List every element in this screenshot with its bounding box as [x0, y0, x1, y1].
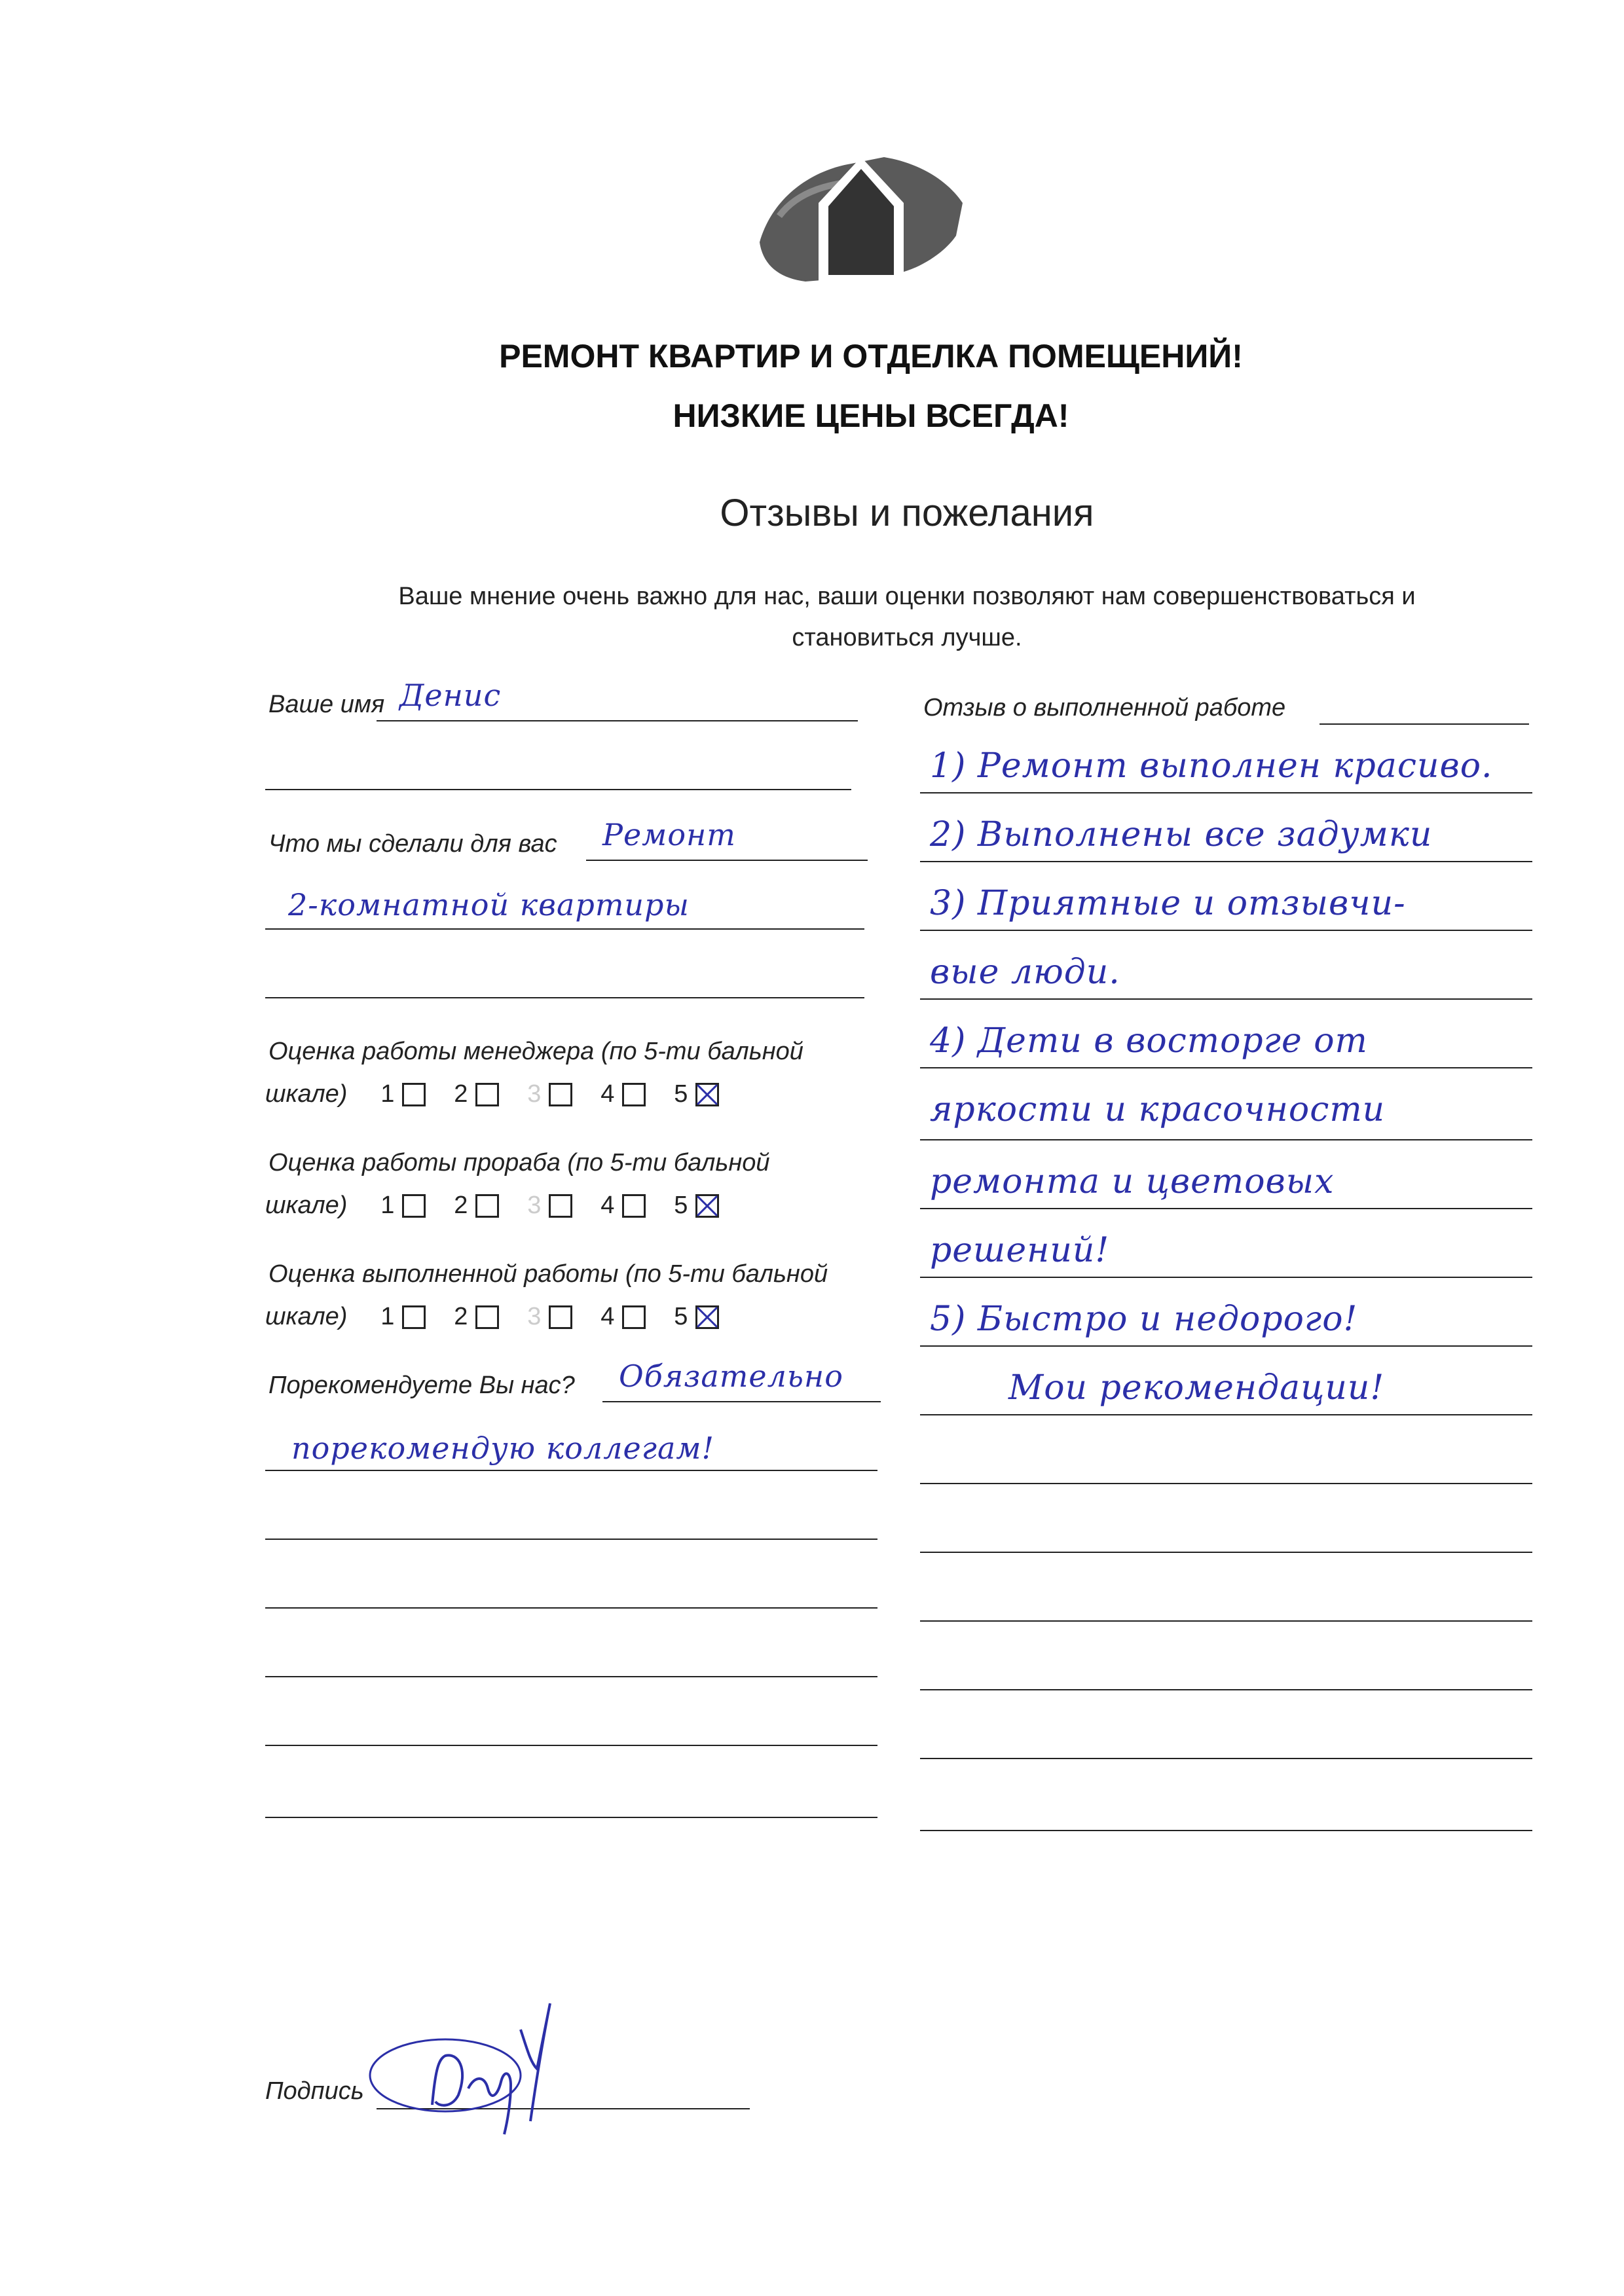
review-rule: [920, 861, 1532, 862]
rating-work-label: Оценка выполненной работы (по 5-ти бальной: [268, 1260, 828, 1288]
review-rule: [920, 792, 1532, 793]
rating-checkbox-5[interactable]: [695, 1083, 719, 1106]
blank-rule: [265, 1745, 877, 1746]
scale-number: 3: [527, 1192, 542, 1219]
name-field[interactable]: Денис: [399, 678, 502, 713]
blank-rule: [265, 1676, 877, 1677]
review-rule: [920, 1208, 1532, 1209]
rating-checkbox-4[interactable]: [622, 1305, 646, 1329]
blank-rule: [920, 1552, 1532, 1553]
rating-checkbox-3[interactable]: [549, 1305, 572, 1329]
scale-number: 5: [674, 1303, 688, 1330]
blank-rule: [265, 1539, 877, 1540]
blank-rule: [265, 1607, 877, 1609]
done-rule-3: [265, 997, 864, 998]
scale-number: 4: [600, 1192, 615, 1219]
header-line-2: НИЗКИЕ ЦЕНЫ ВСЕГДА!: [673, 397, 1069, 434]
blank-rule: [920, 1620, 1532, 1622]
recommend-label: Порекомендуете Вы нас?: [268, 1372, 575, 1399]
review-line-4[interactable]: вые люди.: [930, 953, 1120, 992]
rating-manager-scale: [265, 1080, 745, 1108]
signature-label: Подпись: [265, 2077, 364, 2105]
review-rule: [920, 1345, 1532, 1347]
blank-rule: [265, 789, 851, 790]
rating-checkbox-4[interactable]: [622, 1083, 646, 1106]
page-title: Отзывы и пожелания: [720, 492, 1094, 534]
done-label: Что мы сделали для вас: [268, 830, 557, 858]
scale-label: шкале): [265, 1080, 348, 1108]
scale-number: 1: [380, 1303, 395, 1330]
review-rule: [920, 1067, 1532, 1068]
done-field-2[interactable]: 2-комнатной квартиры: [288, 887, 690, 922]
blank-rule: [920, 1483, 1532, 1484]
scale-number: 1: [380, 1080, 395, 1108]
review-rule: [920, 1277, 1532, 1278]
blank-rule: [920, 1758, 1532, 1759]
review-line-3[interactable]: 3) Приятные и отзывчи-: [930, 884, 1406, 923]
scale-number: 4: [600, 1303, 615, 1330]
scale-number: 2: [454, 1303, 468, 1330]
review-rule: [1320, 723, 1529, 725]
rating-foreman-scale: [265, 1192, 745, 1220]
scale-label: шкале): [265, 1192, 348, 1219]
review-label: Отзыв о выполненной работе: [923, 694, 1286, 721]
scale-number: 2: [454, 1080, 468, 1108]
review-line-2[interactable]: 2) Выполнены все задумки: [930, 815, 1433, 854]
rating-checkbox-1[interactable]: [402, 1194, 426, 1218]
rating-manager-label: Оценка работы менеджера (по 5-ти бальной: [268, 1038, 803, 1065]
review-rule: [920, 998, 1532, 1000]
blank-rule: [265, 1817, 877, 1818]
review-line-1[interactable]: 1) Ремонт выполнен красиво.: [930, 746, 1493, 786]
scale-number: 3: [527, 1303, 542, 1330]
review-line-7[interactable]: ремонта и цветовых: [930, 1162, 1335, 1201]
intro-line-2: становиться лучше.: [792, 624, 1022, 651]
done-rule-2: [265, 928, 864, 930]
scale-number: 4: [600, 1080, 615, 1108]
review-line-5[interactable]: 4) Дети в восторге от: [930, 1021, 1368, 1061]
recommend-rule: [602, 1401, 881, 1402]
rating-work-scale: [265, 1303, 745, 1331]
rating-checkbox-3[interactable]: [549, 1194, 572, 1218]
rating-checkbox-5[interactable]: [695, 1305, 719, 1329]
review-rule: [920, 1139, 1532, 1140]
rating-checkbox-1[interactable]: [402, 1083, 426, 1106]
scale-number: 1: [380, 1192, 395, 1219]
blank-rule: [920, 1830, 1532, 1831]
review-rule: [920, 1414, 1532, 1415]
scale-label: шкале): [265, 1303, 348, 1330]
recommend-field-2[interactable]: порекомендую коллегам!: [291, 1430, 715, 1466]
review-line-8[interactable]: решений!: [930, 1231, 1110, 1270]
blank-rule: [920, 1689, 1532, 1690]
intro-line-1: Ваше мнение очень важно для нас, ваши оценки позволяют нам совершенствоваться и: [398, 583, 1416, 610]
rating-checkbox-4[interactable]: [622, 1194, 646, 1218]
recommend-field-1[interactable]: Обязательно: [619, 1358, 843, 1394]
signature-mark[interactable]: [354, 1990, 589, 2141]
review-line-9[interactable]: 5) Быстро и недорого!: [930, 1300, 1358, 1339]
scale-number: 3: [527, 1080, 542, 1108]
header-line-1: РЕМОНТ КВАРТИР И ОТДЕЛКА ПОМЕЩЕНИЙ!: [499, 338, 1243, 374]
review-line-6[interactable]: яркости и красочности: [930, 1090, 1386, 1129]
rating-checkbox-5[interactable]: [695, 1194, 719, 1218]
rating-foreman-label: Оценка работы прораба (по 5-ти бальной: [268, 1149, 770, 1176]
review-rule: [920, 930, 1532, 931]
house-logo-icon: [753, 144, 969, 295]
done-field-1[interactable]: Ремонт: [602, 817, 736, 852]
rating-checkbox-1[interactable]: [402, 1305, 426, 1329]
name-rule: [377, 720, 858, 721]
rating-checkbox-2[interactable]: [475, 1305, 499, 1329]
rating-checkbox-2[interactable]: [475, 1083, 499, 1106]
scale-number: 5: [674, 1080, 688, 1108]
recommend-rule-2: [265, 1470, 877, 1471]
scale-number: 2: [454, 1192, 468, 1219]
rating-checkbox-3[interactable]: [549, 1083, 572, 1106]
name-label: Ваше имя: [268, 691, 385, 718]
scale-number: 5: [674, 1192, 688, 1219]
rating-checkbox-2[interactable]: [475, 1194, 499, 1218]
done-rule: [586, 860, 868, 861]
review-line-10[interactable]: Мои рекомендации!: [1008, 1368, 1385, 1408]
